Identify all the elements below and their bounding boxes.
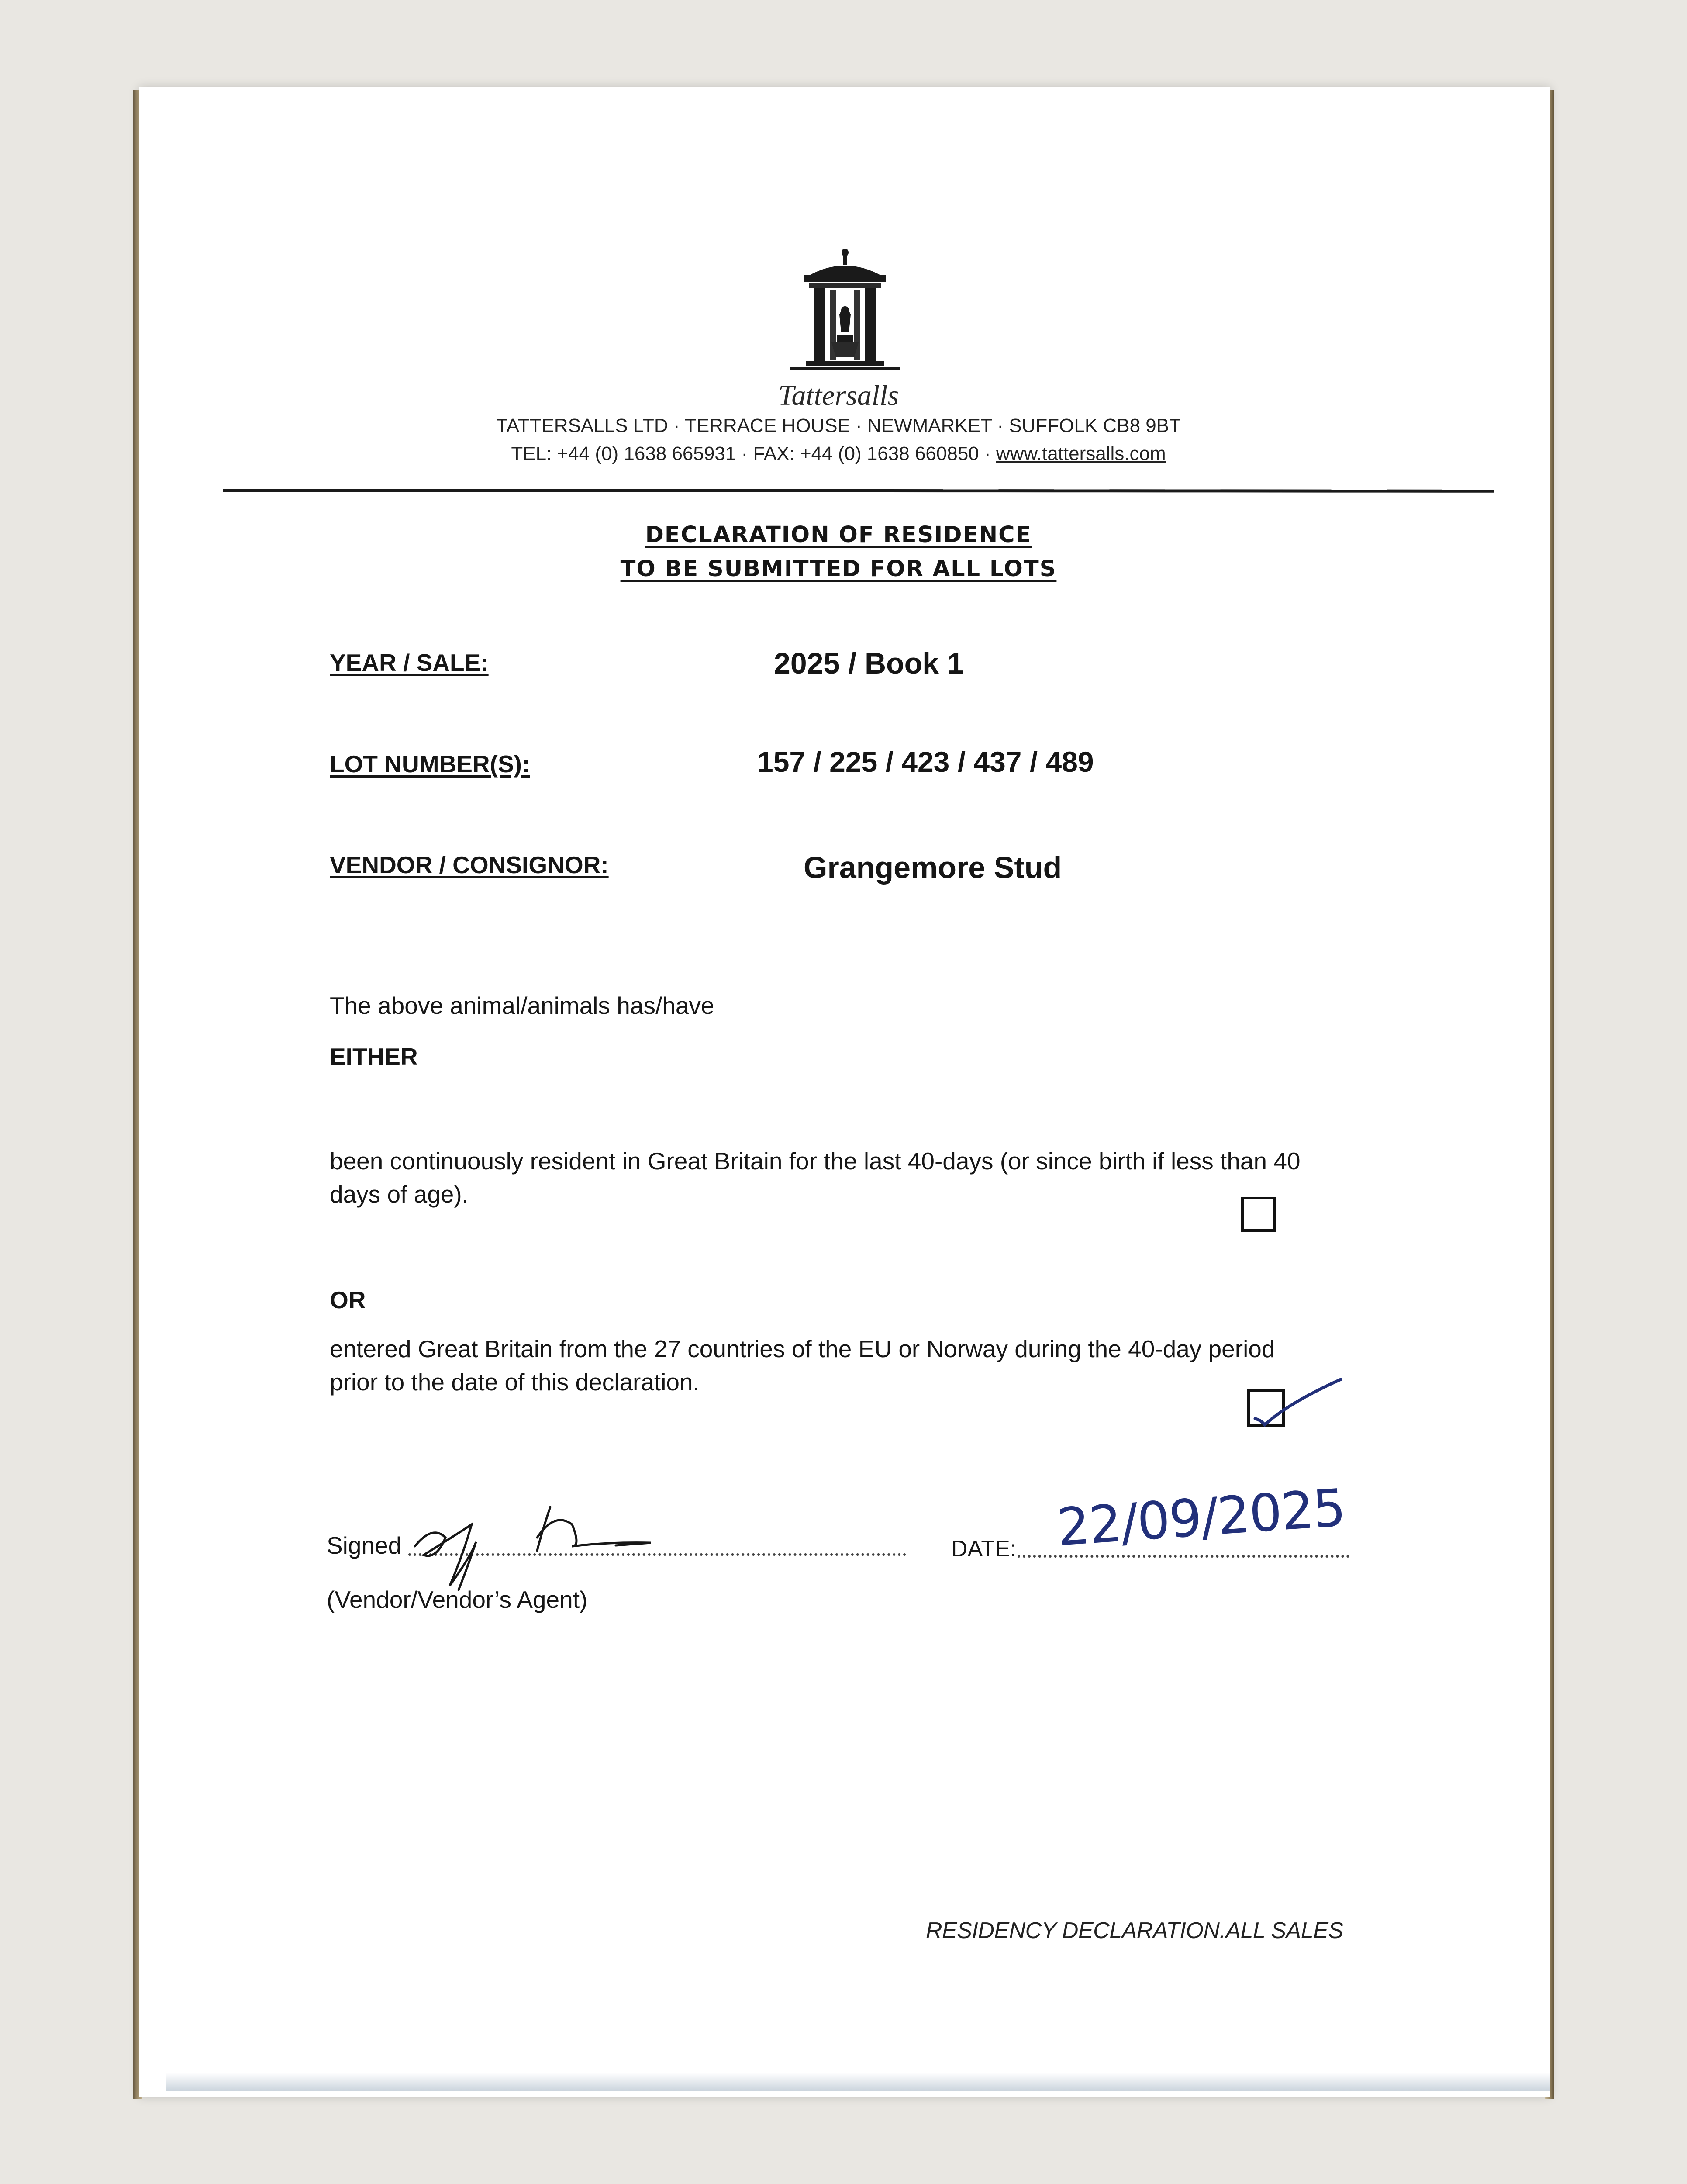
year-sale-value: 2025 / Book 1 bbox=[774, 647, 964, 680]
website-link[interactable]: www.tattersalls.com bbox=[996, 443, 1166, 464]
form-title: DECLARATION OF RESIDENCE bbox=[645, 522, 1032, 548]
signatory-role: (Vendor/Vendor’s Agent) bbox=[327, 1586, 588, 1613]
option1-checkbox[interactable] bbox=[1241, 1197, 1276, 1232]
checkmark-icon bbox=[1249, 1372, 1345, 1433]
option1-line2: days of age). bbox=[330, 1181, 469, 1208]
brand-name: Tattersalls bbox=[778, 380, 899, 411]
option2-line1: entered Great Britain from the 27 countries of the EU or Norway during the 40-day period bbox=[330, 1335, 1275, 1362]
contact-phone-fax: TEL: +44 (0) 1638 665931 · FAX: +44 (0) 1638 660850 · bbox=[511, 443, 996, 464]
company-contact bbox=[393, 443, 1284, 465]
year-sale-label: YEAR / SALE: bbox=[330, 649, 489, 676]
company-address: TATTERSALLS LTD · TERRACE HOUSE · NEWMARKET · SUFFOLK CB8 9BT bbox=[496, 415, 1181, 436]
vendor-label: VENDOR / CONSIGNOR: bbox=[330, 851, 609, 878]
date-label: DATE: bbox=[951, 1536, 1017, 1562]
option1-line1: been continuously resident in Great Britain for the last 40-days (or since birth if less than 40 bbox=[330, 1147, 1301, 1175]
date-value: 22/09/2025 bbox=[1055, 1477, 1347, 1558]
lot-numbers-label: LOT NUMBER(S): bbox=[330, 750, 530, 778]
signature-icon bbox=[406, 1494, 703, 1594]
option2-line2: prior to the date of this declaration. bbox=[330, 1368, 700, 1396]
vendor-value: Grangemore Stud bbox=[804, 850, 1062, 885]
lot-numbers-value: 157 / 225 / 423 / 437 / 489 bbox=[757, 746, 1094, 778]
either-label: EITHER bbox=[330, 1043, 418, 1070]
form-subtitle: TO BE SUBMITTED FOR ALL LOTS bbox=[620, 556, 1057, 582]
intro-text: The above animal/animals has/have bbox=[330, 992, 714, 1019]
signed-label: Signed bbox=[327, 1532, 402, 1559]
tattersalls-logo-icon bbox=[782, 249, 908, 380]
form-footer: RESIDENCY DECLARATION.ALL SALES bbox=[926, 1918, 1343, 1943]
or-label: OR bbox=[330, 1286, 366, 1313]
scan-bottom-shadow bbox=[166, 2073, 1550, 2091]
